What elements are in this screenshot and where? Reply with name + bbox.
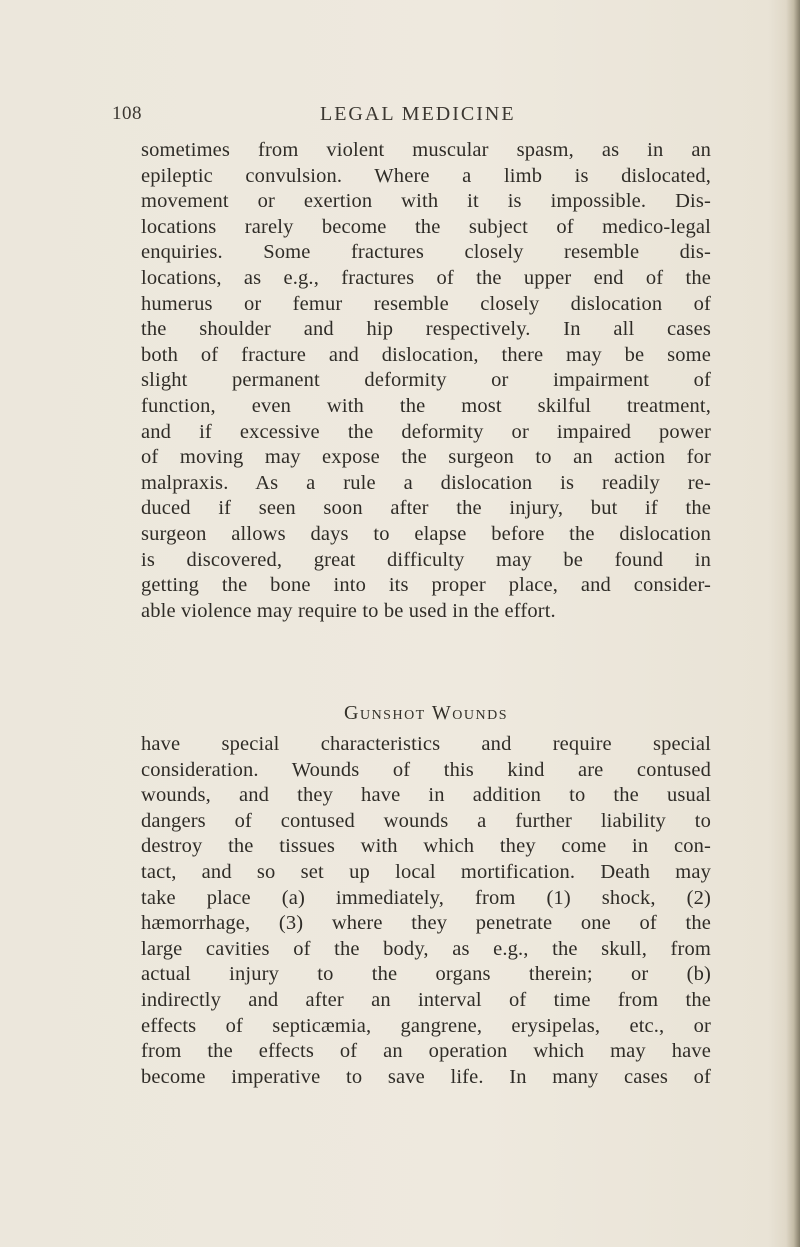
text-line: wounds, and they have in addition to the usual: [141, 784, 711, 807]
running-head: LEGAL MEDICINE: [320, 103, 516, 125]
text-line: malpraxis. As a rule a dislocation is readily re-: [141, 471, 711, 494]
text-line: locations, as e.g., fractures of the upper end of the: [141, 266, 711, 289]
paragraph-gunshot-wounds: [141, 732, 711, 1090]
text-line: function, even with the most skilful treatment,: [141, 394, 711, 417]
text-line: tact, and so set up local mortification. Death may: [141, 860, 711, 883]
text-line: sometimes from violent muscular spasm, as in an: [141, 139, 711, 161]
text-line: actual injury to the organs therein; or (b): [141, 963, 711, 986]
page-edge-shadow: [786, 0, 800, 1247]
paragraph-dislocations: [141, 138, 711, 624]
text-line: enquiries. Some fractures closely resemble dis-: [141, 241, 711, 264]
text-line: dangers of contused wounds a further liability to: [141, 809, 711, 832]
text-line: duced if seen soon after the injury, but if the: [141, 497, 711, 520]
text-line: movement or exertion with it is impossible. Dis-: [141, 190, 711, 213]
text-line: locations rarely become the subject of medico-legal: [141, 215, 711, 238]
text-line: the shoulder and hip respectively. In all cases: [141, 318, 711, 341]
page-header: [112, 103, 712, 131]
text-line: surgeon allows days to elapse before the dislocation: [141, 522, 711, 545]
text-line: take place (a) immediately, from (1) shock, (2): [141, 886, 711, 909]
text-line: large cavities of the body, as e.g., the skull, from: [141, 937, 711, 960]
text-line: indirectly and after an interval of time from the: [141, 988, 711, 1011]
text-line: getting the bone into its proper place, and consider-: [141, 574, 711, 597]
text-line: humerus or femur resemble closely dislocation of: [141, 292, 711, 315]
text-line: both of fracture and dislocation, there may be some: [141, 343, 711, 366]
text-line: effects of septicæmia, gangrene, erysipelas, etc., or: [141, 1014, 711, 1037]
text-line: epileptic convulsion. Where a limb is dislocated,: [141, 164, 711, 187]
text-line: of moving may expose the surgeon to an action for: [141, 446, 711, 469]
text-line: is discovered, great difficulty may be found in: [141, 548, 711, 571]
text-line: become imperative to save life. In many cases of: [141, 1065, 711, 1088]
text-line: and if excessive the deformity or impaired power: [141, 420, 711, 443]
text-line: have special characteristics and require special: [141, 733, 711, 755]
text-line: destroy the tissues with which they come in con-: [141, 835, 711, 858]
text-line: from the effects of an operation which may have: [141, 1040, 711, 1063]
text-line: slight permanent deformity or impairment of: [141, 369, 711, 392]
section-heading: Gunshot Wounds: [344, 702, 508, 724]
text-line: hæmorrhage, (3) where they penetrate one of the: [141, 912, 711, 935]
page-number: 108: [112, 103, 142, 124]
text-line: consideration. Wounds of this kind are contused: [141, 758, 711, 781]
text-line: able violence may require to be used in the effort.: [141, 599, 556, 622]
